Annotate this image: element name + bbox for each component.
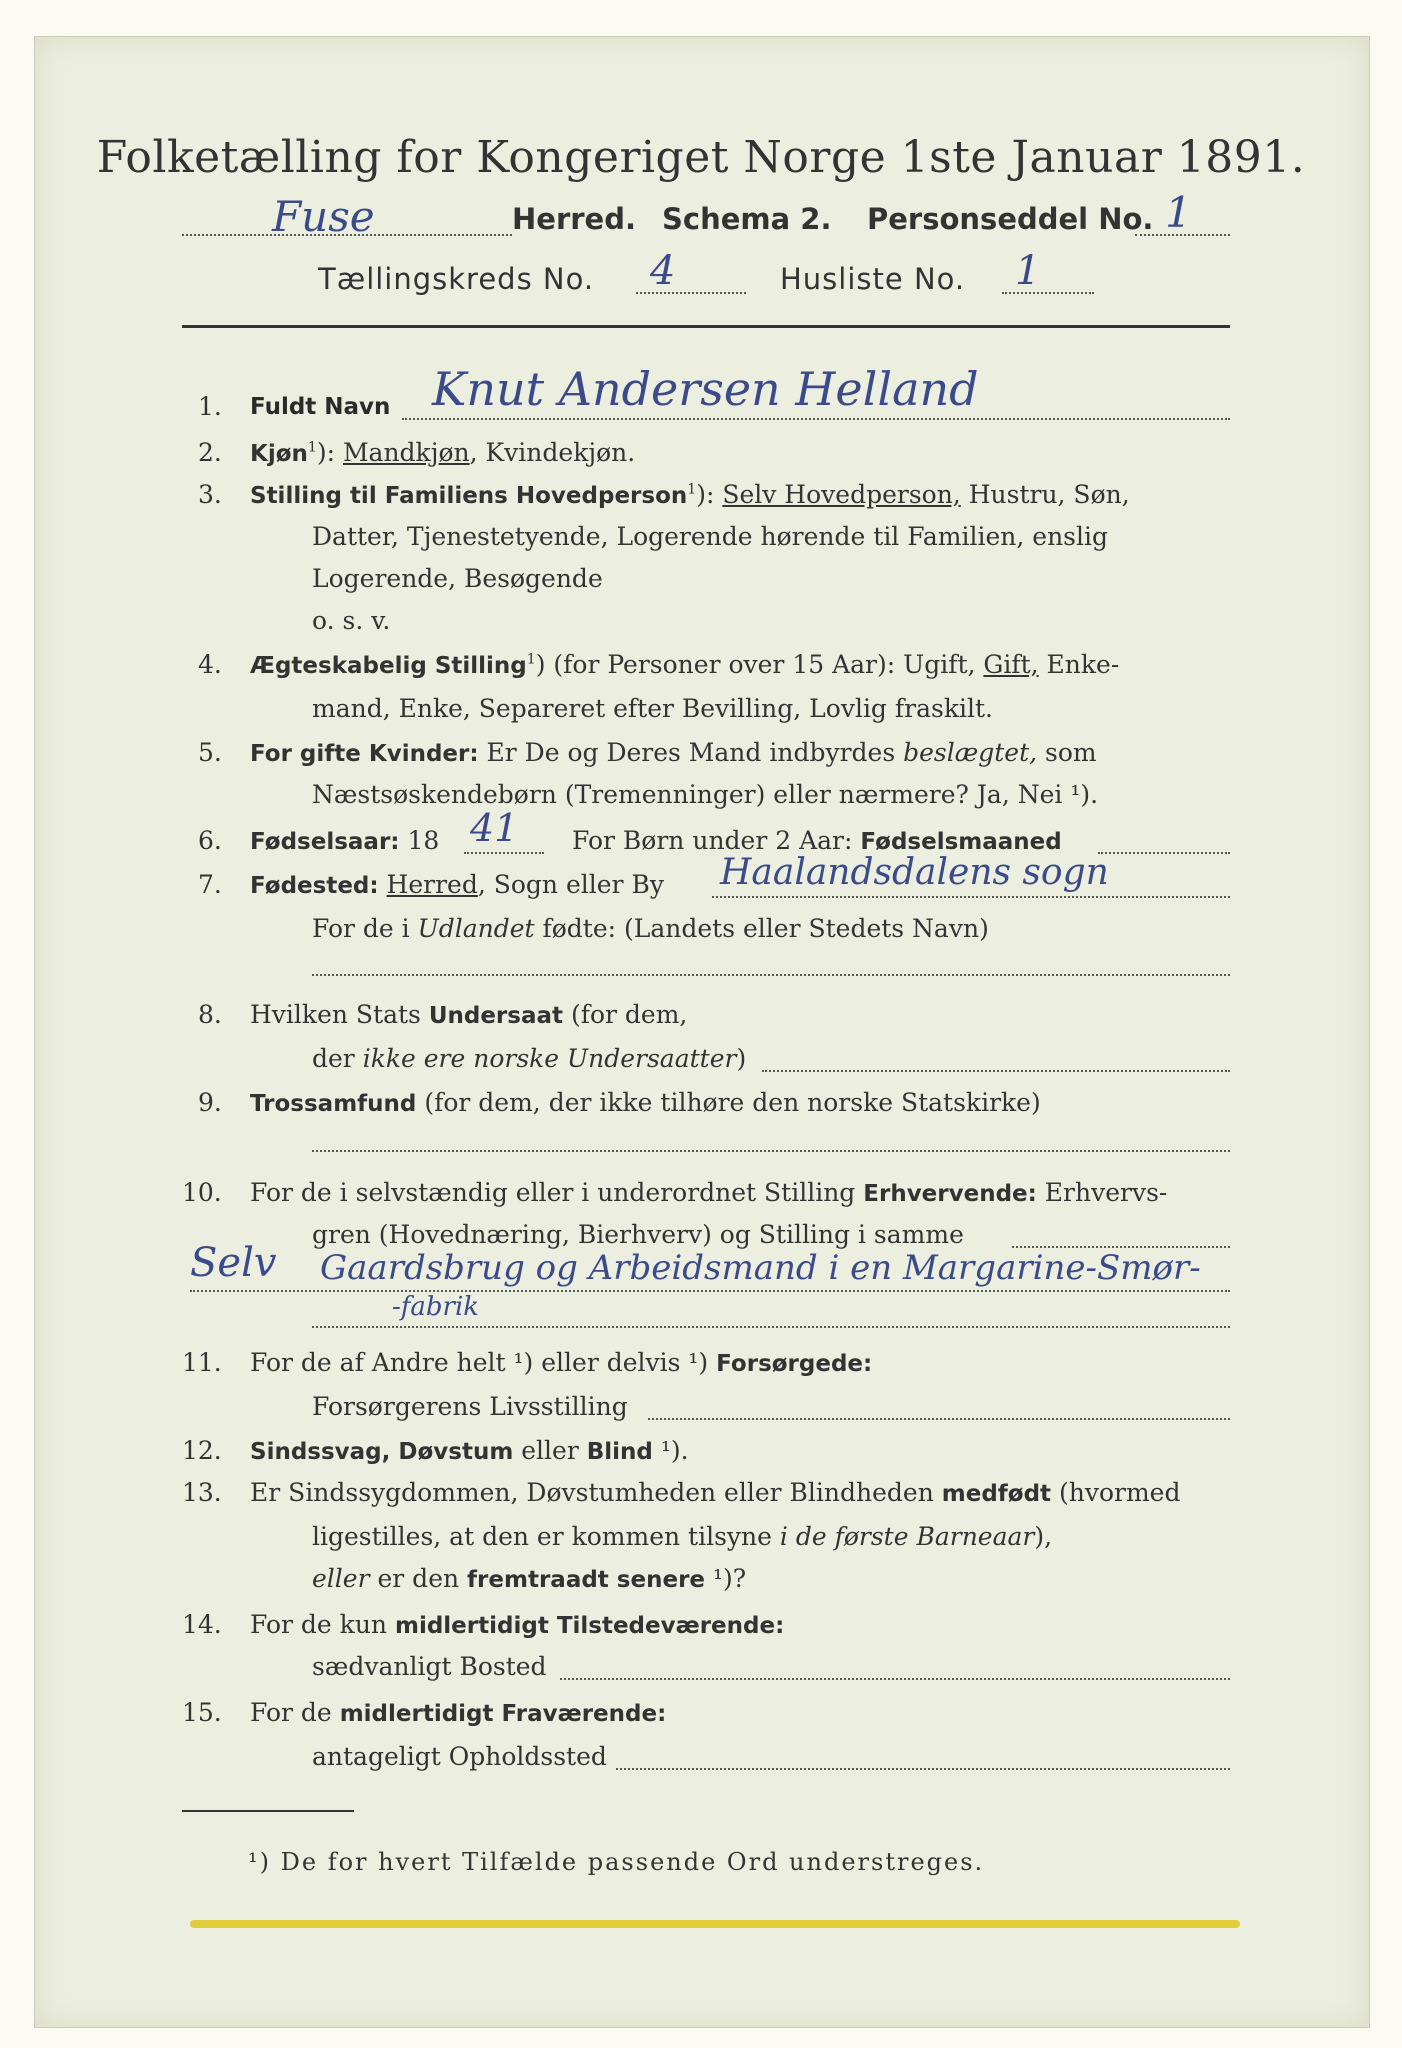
birth-year-prefix: 18: [399, 826, 440, 855]
herred-label: Herred.: [512, 202, 636, 236]
religion-dotted-line: [312, 1150, 1230, 1152]
item-1-number: 1.: [198, 392, 222, 421]
disability-label: Sindssvag, Døvstum: [250, 1439, 514, 1465]
sex-line: [250, 438, 635, 467]
citizenship-line2-italic: ikke ere norske Undersaatter: [362, 1044, 737, 1073]
tellingskreds-value: 4: [650, 248, 676, 294]
occupation-line-1: [250, 1178, 1167, 1207]
disability-text-a: eller: [513, 1436, 587, 1465]
religion-text: (for dem, der ikke tilhøre den norske Statskirke): [416, 1088, 1041, 1117]
census-form-sheet: [34, 36, 1370, 2028]
item-12-number: 12.: [182, 1436, 222, 1465]
form-title: Folketælling for Kongeriget Norge 1ste Januar 1891.: [96, 132, 1306, 183]
congenital-text-a: Er Sindssygdommen, Døvstumheden eller Blindheden: [250, 1478, 942, 1507]
temporary-present-text: For de kun: [250, 1610, 395, 1639]
congenital-line-1: [250, 1478, 1180, 1507]
full-name-label: Fuldt Navn: [250, 394, 391, 420]
marital-footnote-mark: 1: [526, 651, 536, 668]
kinship-text-b: som: [1037, 738, 1097, 767]
birth-month-line: [572, 826, 1062, 855]
dependents-label: Forsørgede:: [716, 1351, 873, 1377]
citizenship-text-a: Hvilken Stats: [250, 1000, 429, 1029]
usual-residence-dotted-line: [560, 1678, 1230, 1680]
citizenship-line-1: [250, 1000, 687, 1029]
husliste-label: Husliste No.: [780, 262, 966, 296]
marital-text-b: Enke-: [1038, 650, 1120, 679]
occupation-text-b: Erhvervs-: [1036, 1178, 1168, 1207]
birthplace-abroad-italic: Udlandet: [417, 914, 535, 943]
birthplace-value: Haalandsdalens sogn: [720, 852, 1109, 893]
birthplace-text: , Sogn eller By: [477, 870, 664, 899]
full-name-value: Knut Andersen Helland: [432, 362, 979, 416]
full-name-dotted-line: [402, 418, 1230, 420]
temporary-absent-label: midlertidigt Fraværende:: [339, 1701, 667, 1727]
footnote-text: ¹) De for hvert Tilfælde passende Ord understreges.: [248, 1848, 985, 1876]
dependents-text: For de af Andre helt ¹) eller delvis ¹): [250, 1348, 717, 1377]
congenital-text-b: (hvormed: [1051, 1478, 1181, 1507]
blind-label: Blind: [586, 1439, 653, 1465]
occupation-value-main: Gaardsbrug og Arbeidsmand i en Margarine-Smør-: [320, 1248, 1201, 1288]
congenital-line3-italic: eller: [312, 1564, 370, 1593]
kinship-line-2: Næstsøskendebørn (Tremenninger) eller nærmere? Ja, Nei ¹).: [312, 780, 1099, 809]
birth-month-label: Fødselsmaaned: [860, 829, 1062, 855]
marital-line-2: mand, Enke, Separeret efter Bevilling, Lovlig fraskilt.: [312, 694, 993, 723]
citizenship-dotted-line: [762, 1070, 1230, 1072]
position-line-2: Datter, Tjenestetyende, Logerende hørende til Familien, enslig: [312, 522, 1109, 551]
position-label: Stilling til Familiens Hovedperson: [250, 483, 688, 509]
birthplace-line-1: [250, 870, 664, 899]
citizenship-label: Undersaat: [428, 1003, 563, 1029]
disability-text-b: ¹).: [652, 1436, 689, 1465]
sex-option-female: , Kvindekjøn.: [469, 438, 636, 467]
footnote-rule: [182, 1810, 354, 1812]
temporary-present-label: midlertidigt Tilstedeværende:: [394, 1613, 785, 1639]
temporary-absent-text: For de: [250, 1698, 340, 1727]
personseddel-label: Personseddel No.: [867, 202, 1154, 236]
congenital-line-3: [312, 1564, 746, 1593]
item-9-number: 9.: [198, 1088, 222, 1117]
temporary-present-line-1: [250, 1610, 784, 1639]
citizenship-line2-a: der: [312, 1044, 363, 1073]
item-10-number: 10.: [182, 1178, 222, 1207]
citizenship-line-2: [312, 1044, 746, 1073]
item-5-number: 5.: [198, 738, 222, 767]
congenital-line2-b: ),: [1034, 1522, 1053, 1551]
kinship-line-1: [250, 738, 1097, 767]
congenital-label: medfødt: [941, 1481, 1052, 1507]
schema-label: Schema 2.: [662, 202, 832, 236]
item-6-number: 6.: [198, 826, 222, 855]
sex-footnote-mark: 1: [307, 439, 317, 456]
congenital-line2-a: ligestilles, at den er kommen tilsyne: [312, 1522, 780, 1551]
probable-stay-label: antageligt Opholdssted: [312, 1742, 607, 1771]
citizenship-text-b: (for dem,: [563, 1000, 688, 1029]
yellow-binding-strip: [190, 1920, 1240, 1928]
item-2-number: 2.: [198, 438, 222, 467]
item-7-number: 7.: [198, 870, 222, 899]
temporary-absent-line-1: [250, 1698, 666, 1727]
marital-text-a: ) (for Personer over 15 Aar): Ugift,: [535, 650, 984, 679]
position-line-1: [250, 480, 1130, 509]
congenital-line-2: [312, 1522, 1052, 1551]
personseddel-value: 1: [1165, 188, 1192, 237]
occupation-value-selv: Selv: [190, 1240, 277, 1286]
header-divider: [182, 325, 1230, 328]
marital-option-married: Gift,: [983, 650, 1039, 679]
congenital-line3-c: ¹)?: [705, 1564, 747, 1593]
item-8-number: 8.: [198, 1000, 222, 1029]
item-3-number: 3.: [198, 480, 222, 509]
dependents-line-2: Forsørgerens Livsstilling: [312, 1392, 628, 1421]
birthplace-dotted-line: [712, 896, 1230, 898]
item-13-number: 13.: [182, 1478, 222, 1507]
position-text-a: ):: [696, 480, 723, 509]
occupation-dotted-line-2: [190, 1290, 1230, 1292]
sex-text-a: ):: [316, 438, 343, 467]
birth-month-text: For Børn under 2 Aar:: [572, 826, 861, 855]
sex-option-male: Mandkjøn: [342, 438, 470, 467]
husliste-value: 1: [1015, 248, 1041, 294]
birthplace-abroad-dotted-line: [312, 974, 1230, 976]
marital-line-1: [250, 650, 1119, 679]
item-4-number: 4.: [198, 650, 222, 679]
dependents-dotted-line: [648, 1418, 1230, 1420]
religion-label: Trossamfund: [250, 1091, 417, 1117]
item-14-number: 14.: [182, 1610, 222, 1639]
birth-year-line: [250, 826, 439, 855]
birth-year-label: Fødselsaar:: [250, 829, 400, 855]
birth-year-dotted-line: [464, 852, 544, 854]
occupation-dotted-line-3: [312, 1326, 1230, 1328]
birthplace-abroad-b: fødte: (Landets eller Stedets Navn): [534, 914, 989, 943]
position-line-3: Logerende, Besøgende: [312, 564, 603, 593]
religion-line: [250, 1088, 1041, 1117]
citizenship-line2-b: ): [736, 1044, 747, 1073]
kinship-text-a: Er De og Deres Mand indbyrdes: [478, 738, 904, 767]
item-15-number: 15.: [182, 1698, 222, 1727]
sex-label: Kjøn: [250, 441, 308, 467]
birthplace-option-herred: Herred: [386, 870, 478, 899]
birthplace-abroad-a: For de i: [312, 914, 418, 943]
congenital-line2-italic: i de første Barneaar: [779, 1522, 1035, 1551]
position-line-4: o. s. v.: [312, 606, 391, 635]
item-11-number: 11.: [182, 1348, 222, 1377]
position-footnote-mark: 1: [687, 481, 697, 498]
occupation-value-cont: -fabrik: [392, 1292, 480, 1322]
occupation-line-2: gren (Hovednæring, Bierhverv) og Stilling i samme: [312, 1220, 964, 1249]
occupation-label: Erhvervende:: [863, 1181, 1037, 1207]
congenital-line3-a: er den: [369, 1564, 468, 1593]
position-option-head: Selv Hovedperson,: [722, 480, 961, 509]
usual-residence-label: sædvanligt Bosted: [312, 1652, 547, 1681]
birth-year-value: 41: [470, 806, 519, 850]
probable-stay-dotted-line: [616, 1768, 1230, 1770]
kinship-label: For gifte Kvinder:: [250, 741, 479, 767]
marital-label: Ægteskabelig Stilling: [250, 653, 527, 679]
kinship-italic: beslægtet,: [903, 738, 1038, 767]
dependents-line-1: [250, 1348, 872, 1377]
birthplace-label: Fødested:: [250, 873, 379, 899]
tellingskreds-label: Tællingskreds No.: [318, 262, 595, 296]
occupation-text-a: For de i selvstændig eller i underordnet Stilling: [250, 1178, 864, 1207]
birth-month-dotted-line: [1098, 852, 1230, 854]
herred-value: Fuse: [272, 192, 375, 241]
congenital-later-label: fremtraadt senere: [467, 1567, 706, 1593]
position-text-b: Hustru, Søn,: [960, 480, 1130, 509]
disability-line: [250, 1436, 689, 1465]
birthplace-line-2: [312, 914, 989, 943]
